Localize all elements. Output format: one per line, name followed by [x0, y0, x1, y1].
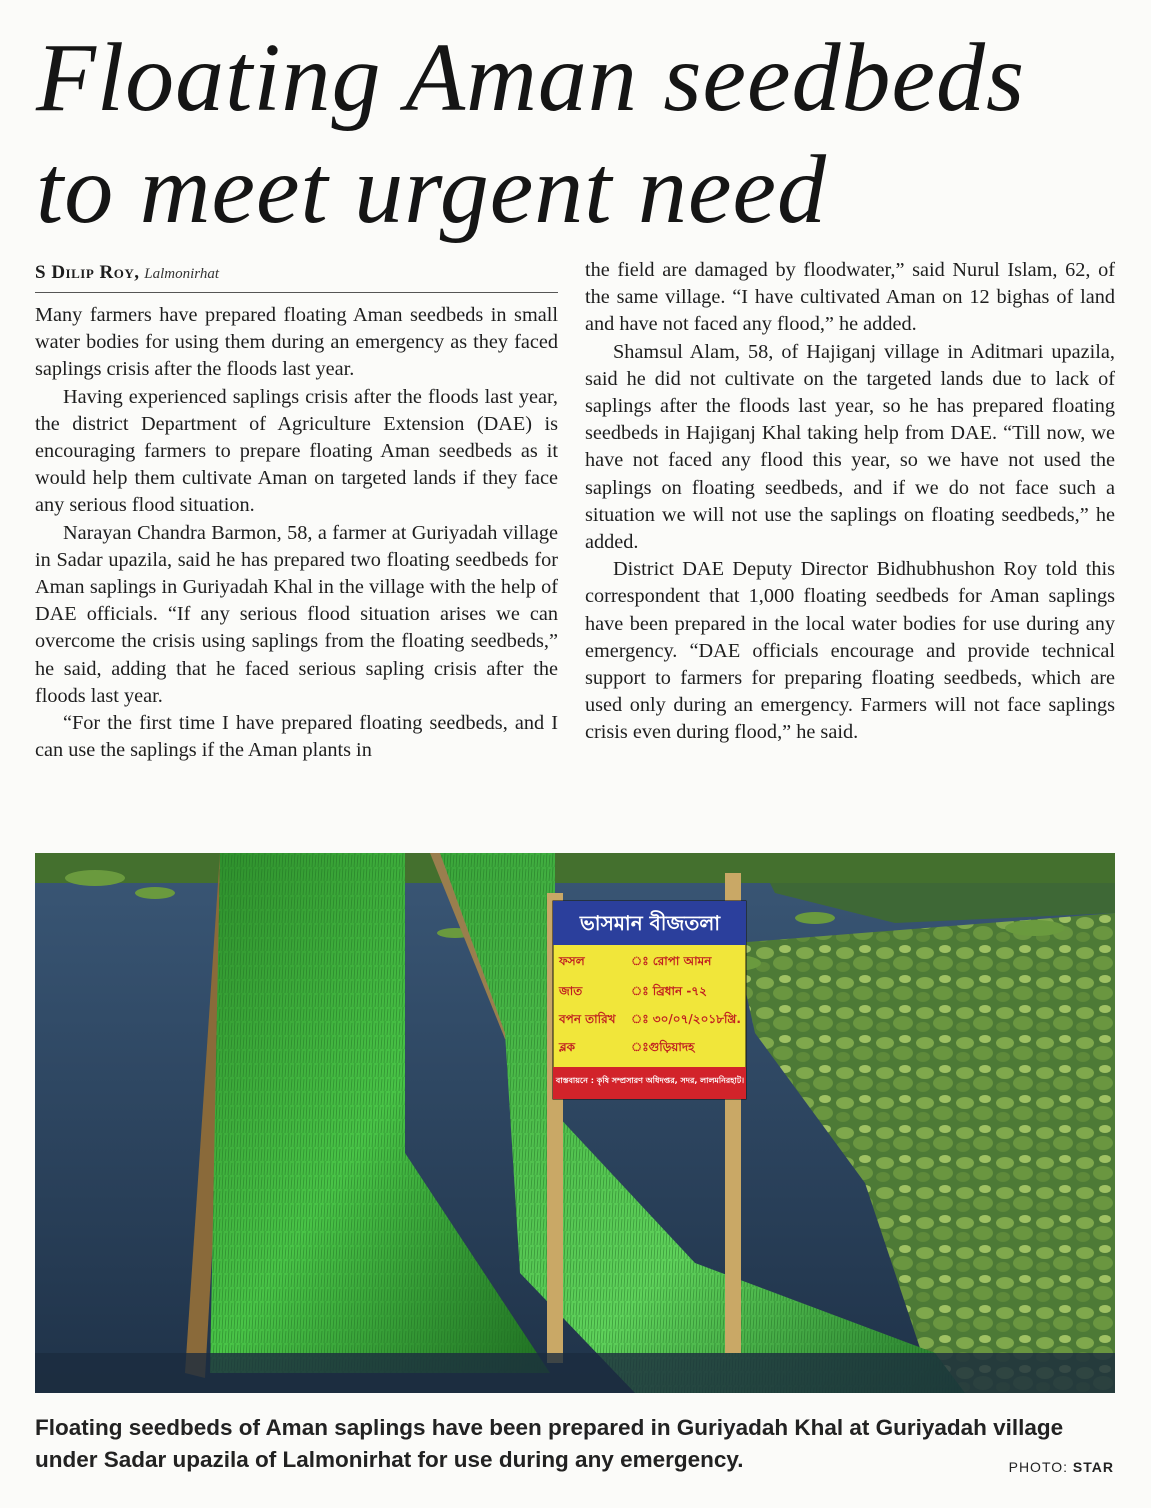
sign-footer: বাস্তবায়নে : কৃষি সম্প্রসারণ অধিদপ্তর, সদর, লালমনিরহাট। [555, 1076, 745, 1085]
photo-caption: Floating seedbeds of Aman saplings have been prepared in Guriyadah Khal at Guriyadah village under Sadar upazila of Lalmonirhat for use during any emergency. [35, 1415, 1064, 1472]
sign-row-value: ঃ রোপা আমন [631, 954, 712, 968]
paragraph: the field are damaged by floodwater,” said Nurul Islam, 62, of the same village. “I have cultivated Aman on 12 bighas of land and have not faced any flood,” he added. [585, 259, 1115, 336]
sign-row-label: জাত [559, 984, 583, 998]
paragraph: Narayan Chandra Barmon, 58, a farmer at Guriyadah village in Sadar upazila, said he has prepared two floating seedbeds for Aman saplings in Guriyadah Khal in the village with the help of DAE officials. “If any serious flood situation arises we can overcome the crisis using saplings from the floating seedbeds,” he said, adding that he faced serious sapling crisis after the floods last year. [35, 521, 558, 707]
sign-title: ভাসমান বীজতলা [579, 911, 721, 935]
paragraph: District DAE Deputy Director Bidhubhushon Roy told this correspondent that 1,000 floating seedbeds for Aman saplings have been prepared in the local water bodies for use during any emergency. “DAE officials encourage and provide technical support to farmers for preparing floating seedbeds, which are used only during an emergency. Farmers will not face saplings crisis even during flood,” he said. [585, 558, 1115, 744]
sign-row-label: ব্লক [559, 1040, 576, 1054]
paragraph: “For the first time I have prepared floating seedbeds, and I can use the saplings if the Aman plants in [35, 712, 558, 762]
sign-row-value: ঃ ব্রিধান -৭২ [631, 984, 707, 998]
byline [35, 261, 558, 286]
sign-row-label: বপন তারিখ [559, 1012, 616, 1026]
photo-credit-label: PHOTO: [1008, 1459, 1069, 1475]
photo-credit-source: STAR [1072, 1459, 1114, 1475]
byline-author: S Dilip Roy, [35, 262, 140, 283]
sign-row-value: ঃ ৩০/০৭/২০১৮খ্রি. [631, 1012, 741, 1026]
news-photo [35, 853, 1115, 1393]
paragraph: Having experienced saplings crisis after the floods last year, the district Department of Agriculture Extension (DAE) is encouraging farmers to prepare floating Aman seedbeds as it would help them cultivate Aman on targeted lands if they face any serious flood situation. [35, 385, 558, 517]
paragraph: Shamsul Alam, 58, of Hajiganj village in Aditmari upazila, said he did not cultivate on the targeted lands due to lack of saplings after the floods last year, so he has prepared floating seedbeds in Hajiganj Khal taking help from DAE. “Till now, we have not faced any flood this year, so we have not used the saplings on floating seedbeds, and if we do not face such a situation we will not use the saplings on floating seedbeds,” he added. [585, 340, 1115, 554]
sign-row-value: ঃগুড়িয়াদহ [631, 1040, 695, 1054]
article-column-1 [35, 302, 558, 764]
paragraph: Many farmers have prepared floating Aman seedbeds in small water bodies for using them during an emergency as they faced saplings crisis after the floods last year. [35, 304, 558, 381]
sign-row-label: ফসল [559, 954, 585, 968]
photo-credit [1009, 1459, 1114, 1475]
headline: Floating Aman seedbeds to meet urgent need [36, 24, 1026, 244]
byline-location: Lalmonirhat [144, 266, 219, 282]
article-column-2 [585, 257, 1115, 747]
byline-rule [35, 292, 558, 293]
